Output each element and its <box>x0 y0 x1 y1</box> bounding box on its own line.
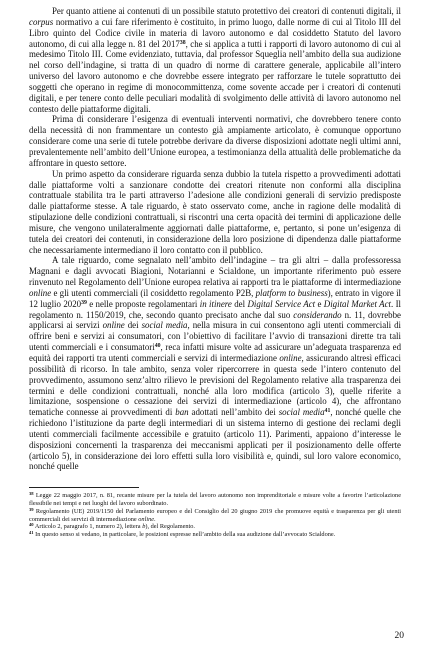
footnote-ref: 38 <box>179 39 186 46</box>
text-run: A tale riguardo, come segnalato nell’ambito dell’indagine – tra gli altri – dalla professoressa Magnani e dagli avvocati Biagioni, Notarianni e Scialdone, un importante riferimento può essere rinvenuto nel Regolamento dell’Unione europea relativa ai rapporti tra le piattaforme di intermediazione <box>29 255 401 288</box>
italic-text: online <box>102 320 125 331</box>
text-run: In questo senso si vedano, in particolare, le posizioni espresse nell’ambito della sua audizione dall’avvocato Scialdone. <box>33 531 336 539</box>
footnote-ref: 41 <box>324 408 331 415</box>
text-run: , nella misura in cui consentono agli utenti commerciali di offrire beni e servizi ai consumatori, con l’obiettivo di facilitare l’avvio di transazioni dirette tra tali utenti commerciali e i consumatori <box>29 320 402 353</box>
italic-text: Digital Service Act <box>247 298 316 309</box>
italic-text: in itinere <box>199 298 232 309</box>
text-run: e gli utenti commerciali (il cosiddetto regolamento P2B, <box>51 287 256 298</box>
text-run: normativo a cui fare riferimento è costituito, in primo luogo, dalle norme di cui al Titolo III del Libro quinto del Codice civile in materia di lavoro autonomo e dal cosiddetto Statuto del lavoro autonomo, di cui alla legge n. 81 del 2017 <box>29 16 401 49</box>
footnote-ref: 41 <box>29 530 34 536</box>
text-run: , nonché quelle che richiedono l’istituzione da parte degli intermediari di un sistema interno di gestione dei reclami degli utenti commerciali facilmente accessibile e gratuito (articolo 11). Parimenti, appaiono d’interesse le disposizioni concernenti la trasparenza dei meccanismi applicati per il posizionamento delle offerte (articolo 5), in considerazione dei loro effetti sulla loro visibilità e, quindi, sul loro valore economico, nonché quelle <box>29 407 401 472</box>
italic-text: online <box>138 515 155 523</box>
footnote-ref: 39 <box>81 299 87 306</box>
italic-text: online <box>279 353 302 363</box>
body-text <box>29 6 401 472</box>
italic-text: considerando <box>293 309 342 320</box>
text-run: ), entrato in vigore il 12 luglio 2020 <box>29 287 402 309</box>
italic-text: platform to business <box>255 287 328 298</box>
footnote-separator <box>29 487 139 488</box>
text-run: del <box>231 298 248 309</box>
italic-text: corpus <box>29 16 54 27</box>
text-run: adottati nell’ambito dei <box>188 407 279 418</box>
footnote-ref: 38 <box>29 491 34 497</box>
footnote <box>29 508 401 524</box>
paragraph <box>29 114 401 168</box>
text-run: Regolamento (UE) 2019/1150 del Parlamento europeo e del Consiglio del 20 giugno 2019 che promuove equità e trasparenza per gli utenti commerciali dei servizi di intermediazione <box>29 507 401 523</box>
italic-text: social media <box>278 407 325 418</box>
italic-text: social media <box>141 320 188 331</box>
footnotes <box>29 492 401 539</box>
text-run: dei <box>124 320 142 331</box>
document-page <box>29 6 401 539</box>
page-number: 20 <box>394 631 404 641</box>
footnote-ref: 39 <box>29 506 34 512</box>
text-run: e nelle proposte regolamentari <box>86 298 200 309</box>
italic-text: Digital Market Act <box>323 298 391 309</box>
text-run: Legge 22 maggio 2017, n. 81, recante misure per la tutela del lavoro autonomo non imprenditoriale e misure volte a favorire l’articolazione flessibile nei tempi e nei luoghi del lavoro subordinato. <box>29 492 401 508</box>
text-run: . <box>154 515 156 523</box>
text-run: Un primo aspetto da considerare riguarda senza dubbio la tutela rispetto a provvedimenti adottati dalle piattaforme volti a sanzionare condotte dei creatori ritenute non conformi alla disciplina contrattuale stabilita tra le parti attraverso l’adesione alle condizioni generali di servizio predisposte dalle piattaforme stesse. A tale riguardo, è stato osservato come, anche in ragione delle modalità di stipulazione delle condizioni contrattuali, si riscontri una certa opacità dei termini di applicazione delle misure, che vengono unilateralmente aggiornati dalle piattaforme, e, pertanto, si pone un’esigenza di tutela dei creatori dei contenuti, in considerazione della loro posizione di dipendenza dalle piattaforme che necessariamente intermediano il loro contatto con il pubblico. <box>29 168 401 255</box>
text-run: n. 11, dovrebbe applicarsi ai servizi <box>29 309 401 331</box>
text-run: , assicurando altresì efficaci possibilità di ricorso. In tale ambito, senza voler ripercorrere in questa sede l’intero contenuto del provvedimento, assumono senz’altro rilievo le previsioni del Regolamento relative alla trasparenza dei termini e delle condizioni contrattuali, nonché alla loro modifica (articolo 3), quelle riferite a limitazione, sospensione o cessazione dei servizi di intermediazione (articolo 4), che affrontano tematiche connesse ai provvedimenti di <box>29 353 401 418</box>
footnote-ref: 40 <box>29 522 34 528</box>
text-run: Prima di considerare l’esigenza di eventuali interventi normativi, che dovrebbero tenere conto della necessità di non frammentare un contesto già ampiamente articolato, è comunque opportuno considerare come una serie di tutele potrebbe derivare da diverse disposizioni adottate negli ultimi anni, prevalentemente nell’ambito dell’Unione europea, a testimonianza della attualità delle problematiche da affrontare in questo settore. <box>29 114 401 168</box>
italic-text: b <box>142 523 146 531</box>
footnote <box>29 492 401 508</box>
text-run: e <box>315 298 324 309</box>
text-run: , che si applica a tutti i rapporti di lavoro autonomo di cui al medesimo Titolo III. Come evidenziato, tuttavia, dal professor Squeglia nell’ambito della sua audizione nel corso dell’indagine, si tratta di un quadro di norme di carattere generale, applicabile all’intero universo del lavoro autonomo e che dovrebbe essere integrato per rafforzare le tutele soprattutto dei soggetti che operano in regime di monocommittenza, come sovente accade per i creatori di contenuti digitali, e per tenere conto delle peculiari modalità di svolgimento delle attività di lavoro autonomo nel contesto delle piattaforme digitali. <box>29 38 401 114</box>
text-run: Articolo 2, paragrafo 1, numero 2), lettera <box>33 523 143 531</box>
italic-text: ban <box>175 407 189 418</box>
paragraph <box>29 169 401 256</box>
text-run: . Il regolamento n. 1150/2019, che, secondo quanto precisato anche dal suo <box>29 298 401 320</box>
text-run: , reca infatti misure volte ad assicurare un’adeguata trasparenza ed equità dei rapporti tra utenti commerciali e servizi di intermediazione <box>29 342 402 363</box>
footnote <box>29 531 401 539</box>
footnote-ref: 40 <box>154 343 161 350</box>
text-run: Per quanto attiene ai contenuti di un possibile statuto protettivo dei creatori di contenuti digitali, il <box>52 6 401 16</box>
paragraph <box>29 6 401 114</box>
text-run: ), del Regolamento. <box>145 523 196 531</box>
italic-text: online <box>29 287 52 298</box>
paragraph <box>29 255 401 472</box>
